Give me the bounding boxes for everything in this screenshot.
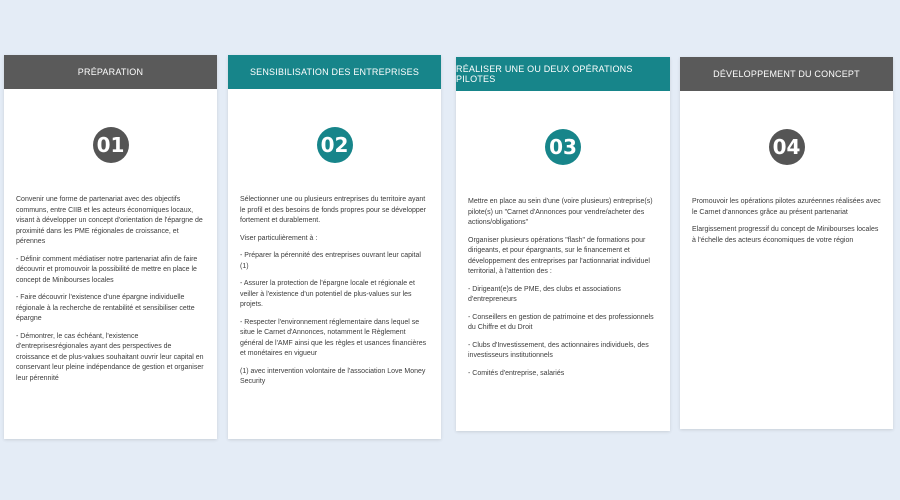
card-body <box>456 197 670 379</box>
card-paragraph: - Démontrer, le cas échéant, l'existence d'entreprisesrégionales ayant des perspectives de croissance et de plus-values souhaitant ouvrir leur capital en conservant leur pleine indépendance de gestion et organiser leur pérennité <box>16 332 204 382</box>
card-paragraph: Sélectionner une ou plusieurs entreprises du territoire ayant le profil et des besoins de fonds propres pour se développer fortement et durablement. <box>240 196 427 224</box>
card-paragraph: (1) avec intervention volontaire de l'association Love Money Security <box>240 367 426 385</box>
card-body <box>4 195 217 384</box>
card-paragraph: - Respecter l'environnement réglementaire dans lequel se situe le Carnet d'Annonces, notamment le Règlement général de l'AMF ainsi que les règles et usances financières et monétaires en vigueur <box>240 318 427 357</box>
card-operations-pilotes <box>456 57 670 431</box>
card-paragraph: - Préparer la pérennité des entreprises ouvrant leur capital (1) <box>240 252 421 270</box>
card-paragraph: - Comités d'entreprise, salariés <box>468 369 565 377</box>
card-paragraph: Mettre en place au sein d'une (voire plusieurs) entreprise(s) pilote(s) un "Carnet d'Annonces pour vendre/acheter des actions/obligations" <box>468 198 653 226</box>
card-developpement <box>680 57 893 429</box>
card-title: RÉALISER UNE OU DEUX OPÉRATIONS PILOTES <box>456 57 670 91</box>
card-paragraph: Viser particulièrement à : <box>240 234 318 242</box>
card-title: PRÉPARATION <box>4 55 217 89</box>
card-sensibilisation <box>228 55 441 439</box>
card-paragraph: Organiser plusieurs opérations "flash" de formations pour dirigeants, et pour épargnants, sur le financement et développement des entreprises par l'actionnariat individuel territorial, à l'attention des : <box>468 236 650 275</box>
card-title: DÉVELOPPEMENT DU CONCEPT <box>680 57 893 91</box>
card-paragraph: Elargissement progressif du concept de Minibourses locales à l'échelle des acteurs économiques de votre région <box>692 226 879 244</box>
card-paragraph: - Définir comment médiatiser notre partenariat afin de faire découvrir et promouvoir la possibilité de mettre en place le concept de Minibourses locales <box>16 255 198 284</box>
card-preparation <box>4 55 217 439</box>
card-paragraph: - Clubs d'Investissement, des actionnaires individuels, des investisseurs institutionnels <box>468 341 649 359</box>
step-number-badge: 01 <box>93 127 129 163</box>
step-number-badge: 04 <box>769 129 805 165</box>
step-number-badge: 03 <box>545 129 581 165</box>
card-paragraph: Promouvoir les opérations pilotes azuréennes réalisées avec le Carnet d'annonces grâce au présent partenariat <box>692 198 881 216</box>
card-body <box>680 197 893 246</box>
card-body <box>228 195 441 388</box>
card-paragraph: - Assurer la protection de l'épargne locale et régionale et veiller à l'existence d'un potentiel de plus-values sur les projets. <box>240 280 415 308</box>
card-paragraph: Convenir une forme de partenariat avec des objectifs communs, entre CIIB et les acteurs économiques locaux, visant à développer un concept d'orientation de l'épargne de proximité dans les PME régionales de croissance, et pérennes <box>16 196 203 245</box>
card-paragraph: - Dirigeant(e)s de PME, des clubs et associations d'entrepreneurs <box>468 285 621 303</box>
card-title: SENSIBILISATION DES ENTREPRISES <box>228 55 441 89</box>
card-paragraph: - Faire découvrir l'existence d'une épargne individuelle régionale à la recherche de rentabilité et sensibiliser cette épargne <box>16 294 195 322</box>
card-paragraph: - Conseillers en gestion de patrimoine et des professionnels du Chiffre et du Droit <box>468 313 654 331</box>
step-number-badge: 02 <box>317 127 353 163</box>
